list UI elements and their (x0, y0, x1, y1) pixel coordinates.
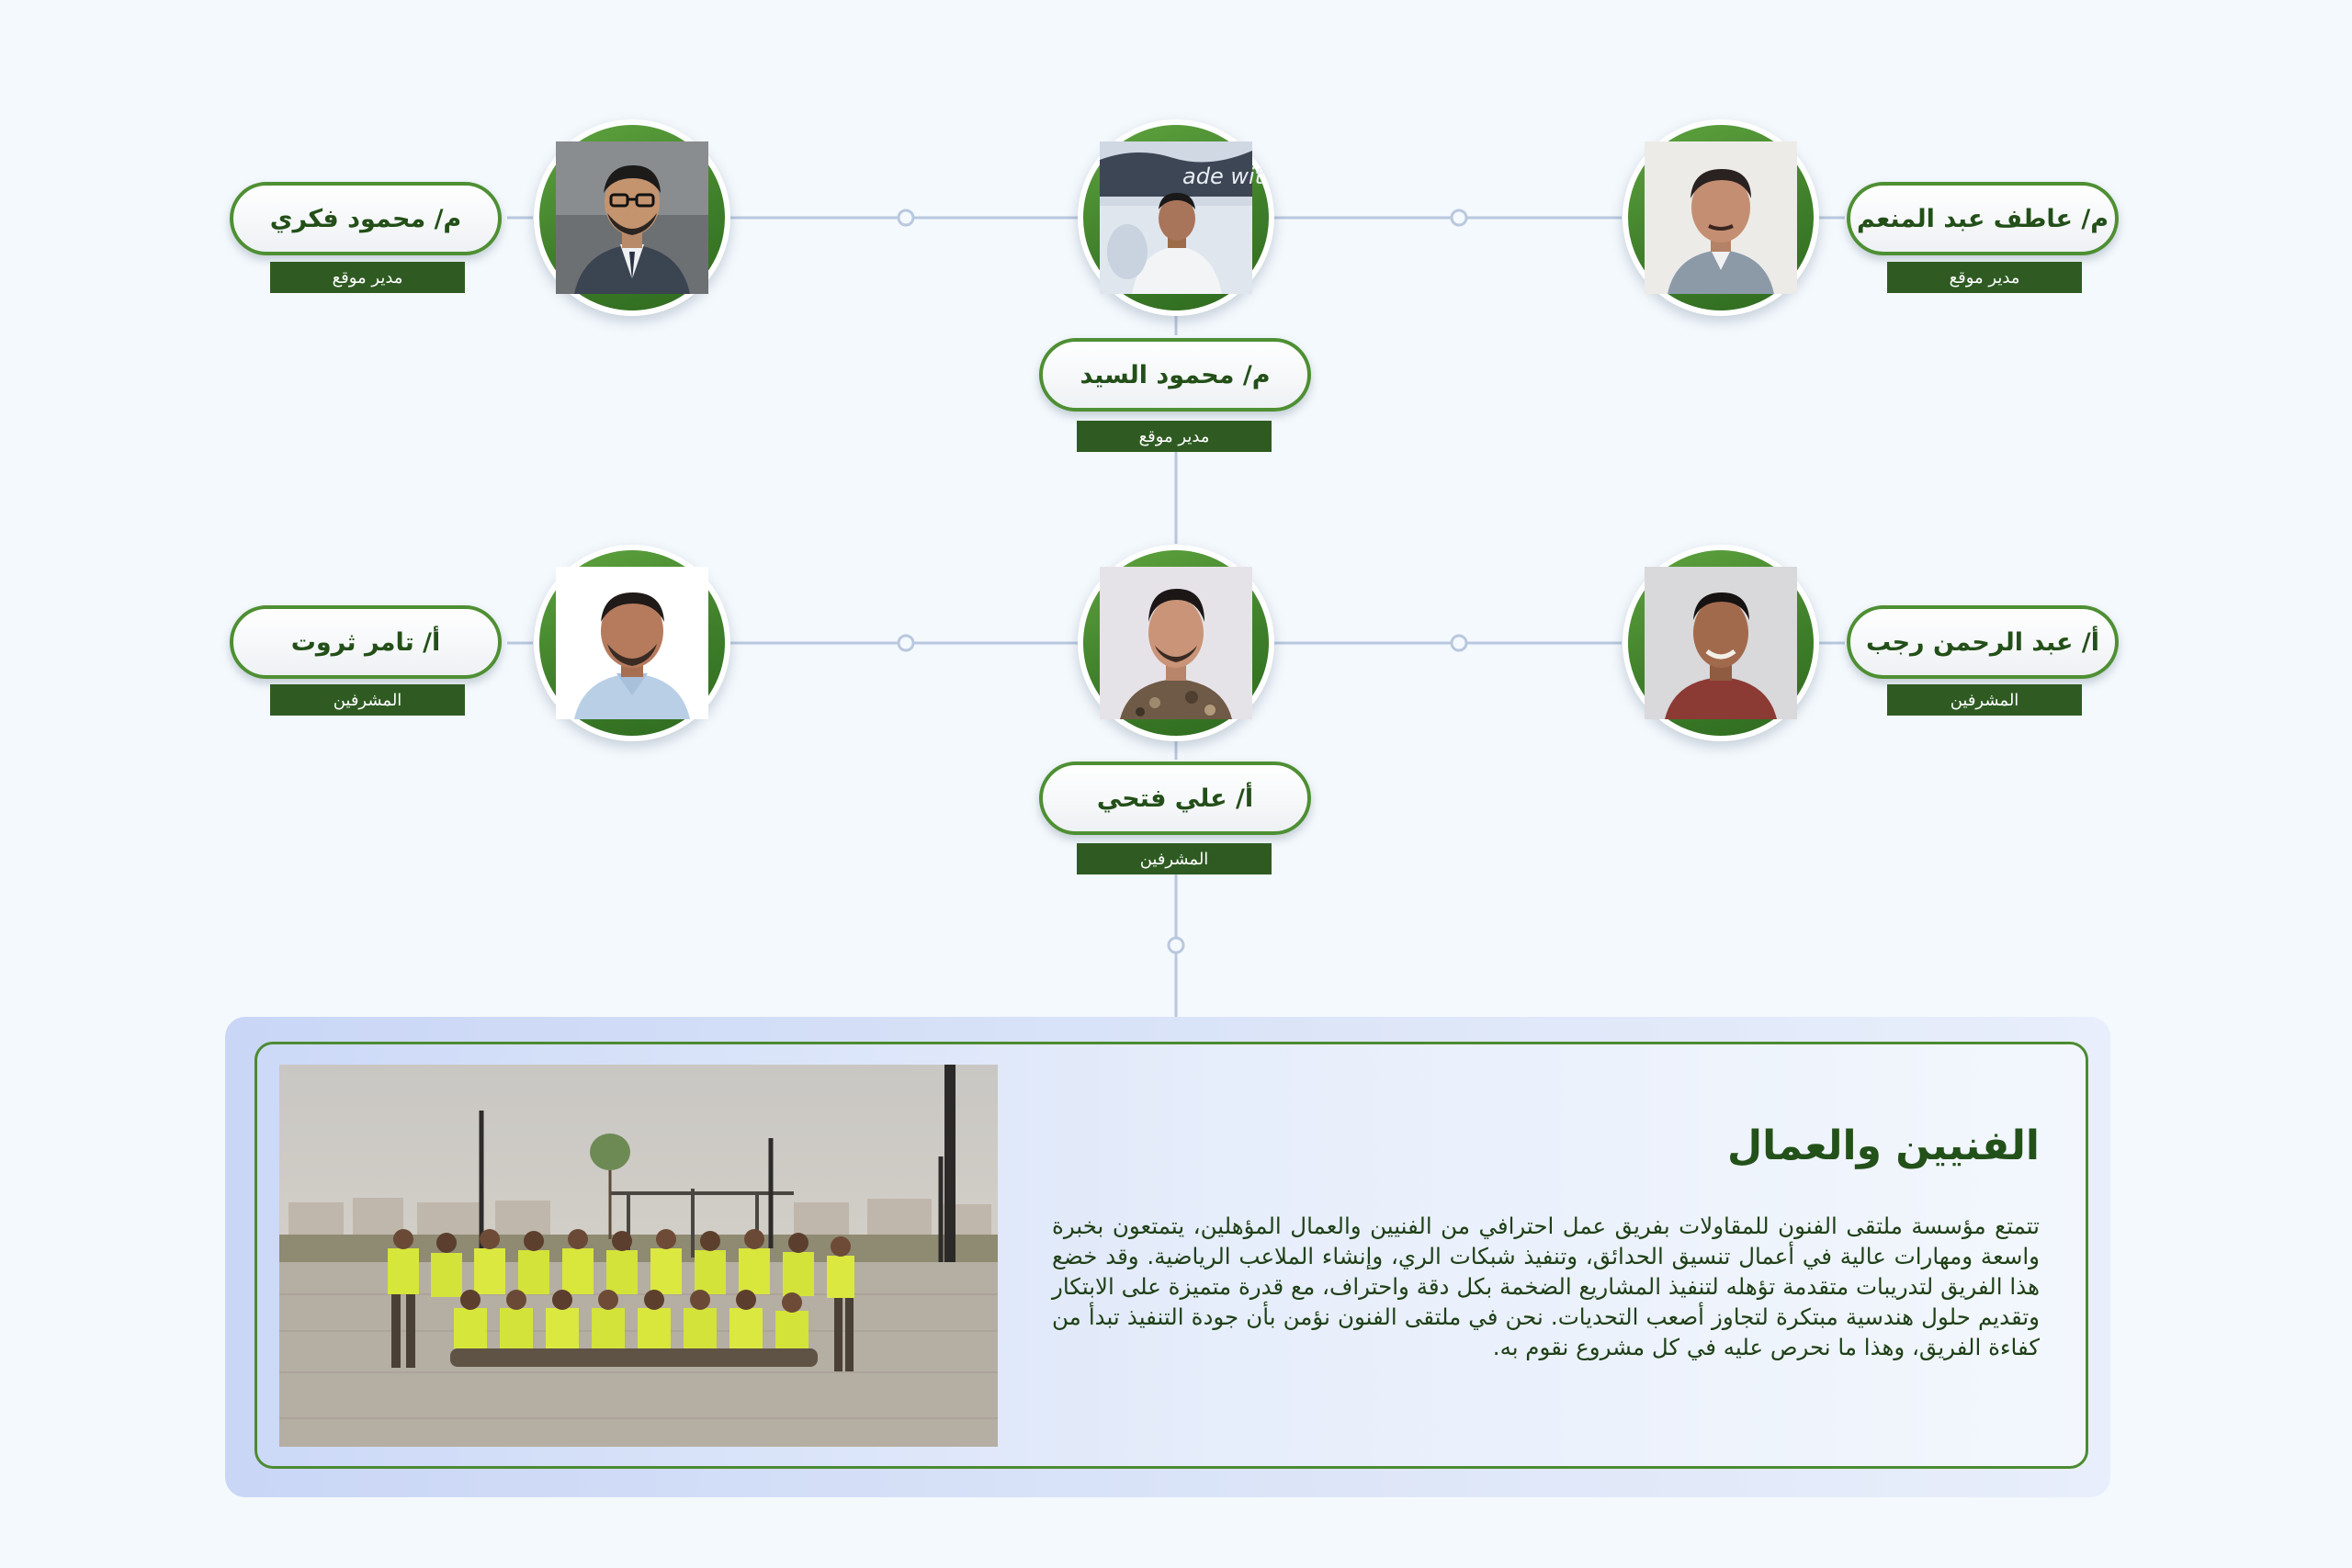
name-pill-abdelrahman-ragab (1847, 605, 2119, 679)
connector-node (1169, 938, 1183, 953)
role-label: المشرفين (1077, 843, 1272, 874)
person-name: أ/ عبد الرحمن رجب (1866, 627, 2100, 657)
avatar-abdelrahman-ragab (1623, 545, 1819, 741)
portrait-photo (556, 567, 708, 719)
portrait-photo (1100, 567, 1252, 719)
connector-node (899, 636, 913, 650)
role-label: مدير موقع (1077, 421, 1272, 452)
role-label: مدير موقع (270, 262, 465, 293)
connector-node (1452, 636, 1466, 650)
name-pill-mahmoud-fikry (230, 182, 502, 255)
name-pill-tamer-tharwat (230, 605, 502, 679)
role-label: المشرفين (270, 684, 465, 716)
name-pill-mahmoud-elsayed (1039, 338, 1311, 412)
section-body-text: تتمتع مؤسسة ملتقى الفنون للمقاولات بفريق عمل احترافي من الفنيين والعمال المؤهلين، يتمتعون بخبرة واسعة ومهارات عالية في أعمال تنسيق الحدائق، وتنفيذ شبكات الري، وإنشاء الملاعب الرياضية. وقد خضع هذا الفريق لتدريبات متقدمة تؤهله لتنفيذ المشاريع الضخمة بكل دقة واحتراف، مع قدرة متميزة على الابتكار وتقديم حلول هندسية مبتكرة لتجاوز أصعب التحديات. نحن في ملتقى الفنون نؤمن بأن جودة التنفيذ تبدأ من كفاءة الفريق، وهذا ما نحرص عليه في كل مشروع نقوم به. (1052, 1213, 2040, 1360)
avatar-mahmoud-fikry (534, 119, 730, 316)
avatar-tamer-tharwat (534, 545, 730, 741)
section-title: الفنيين والعمال (1726, 1122, 2040, 1169)
person-name: م/ محمود السيد (1080, 360, 1271, 389)
portrait-photo (1100, 141, 1264, 294)
connector-node (899, 210, 913, 225)
team-group-photo (279, 1065, 998, 1447)
name-pill-ali-fathy (1039, 761, 1311, 835)
person-name: أ/ علي فتحي (1096, 784, 1254, 813)
connector-node (1452, 210, 1466, 225)
role-label: مدير موقع (1887, 262, 2082, 293)
avatar-mahmoud-elsayed (1078, 119, 1274, 316)
portrait-photo (556, 141, 708, 294)
svg-text:ade wit: ade wit (1182, 164, 1264, 189)
avatar-atef-abdelmonem (1623, 119, 1819, 316)
person-name: م/ محمود فكري (269, 204, 462, 233)
portrait-photo (1645, 141, 1797, 294)
person-name: أ/ تامر ثروت (290, 627, 441, 657)
name-pill-atef-abdelmonem (1847, 182, 2119, 255)
portrait-photo (1645, 567, 1797, 719)
person-name: م/ عاطف عبد المنعم (1857, 204, 2109, 233)
role-label: المشرفين (1887, 684, 2082, 716)
avatar-ali-fathy (1078, 545, 1274, 741)
